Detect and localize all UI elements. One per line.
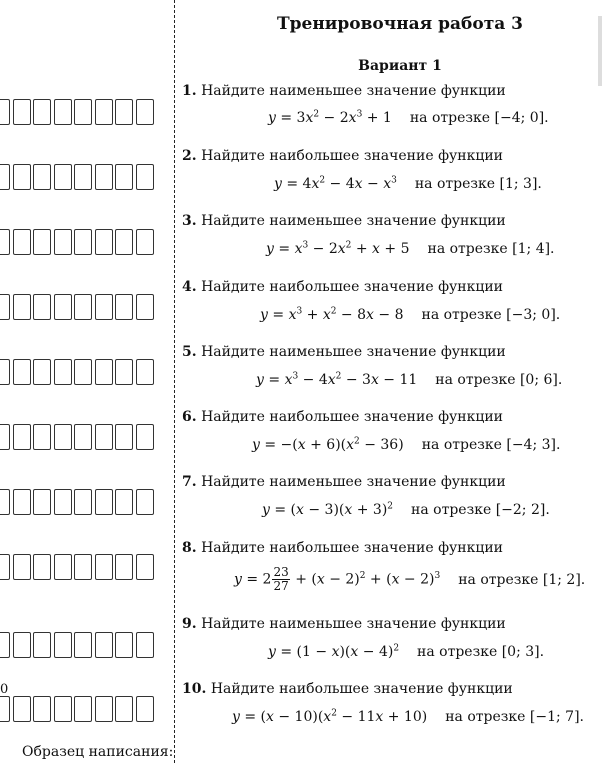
answer-cell[interactable] (95, 632, 113, 658)
problem-text (182, 83, 592, 99)
function-formula: y = 2 $\frac{23}{27}$ + $(x - 2)^2 + (x - 2)^3$ на отрезке [1; 2]. (234, 565, 586, 593)
problem-number: 3. (182, 213, 197, 229)
answer-cell[interactable] (136, 164, 154, 190)
problem-text (182, 474, 592, 490)
segment-label: на отрезке [−2; 2]. (411, 502, 550, 518)
answer-cell[interactable] (95, 99, 113, 125)
answer-cell[interactable] (136, 489, 154, 515)
answer-cell[interactable] (115, 489, 133, 515)
problem-text (182, 148, 592, 164)
answer-cell[interactable] (33, 632, 51, 658)
answer-cell[interactable] (95, 424, 113, 450)
problem-4 (182, 279, 592, 323)
function-formula: $y = (x - 3)(x + 3)^2$ на отрезке [−2; 2]. (262, 501, 550, 518)
problem-number: 5. (182, 344, 197, 360)
problem-number: 1. (182, 83, 197, 99)
problem-text (182, 540, 592, 556)
answer-cell[interactable] (136, 632, 154, 658)
answer-cell[interactable] (13, 359, 31, 385)
answer-cell[interactable] (54, 632, 72, 658)
answer-cell[interactable] (115, 229, 133, 255)
answer-cell[interactable] (74, 164, 92, 190)
answer-cell[interactable] (74, 294, 92, 320)
answer-cell[interactable] (13, 696, 31, 722)
fraction: $\frac{23}{27}$ (273, 565, 289, 593)
answer-cell[interactable] (54, 424, 72, 450)
answer-cell[interactable] (95, 359, 113, 385)
problem-number: 9. (182, 616, 197, 632)
answer-cell[interactable] (136, 229, 154, 255)
answer-cell[interactable] (33, 229, 51, 255)
answer-cell[interactable] (54, 554, 72, 580)
answer-cell[interactable] (74, 696, 92, 722)
answer-cell[interactable] (33, 164, 51, 190)
answer-cell[interactable] (54, 99, 72, 125)
answer-cell[interactable] (95, 294, 113, 320)
problem-number: 10. (182, 681, 207, 697)
answer-cell[interactable] (0, 359, 10, 385)
answer-cell[interactable] (33, 696, 51, 722)
problem-statement: Найдите наибольшее значение функции (201, 540, 504, 556)
answer-cell[interactable] (115, 99, 133, 125)
answer-cell[interactable] (13, 229, 31, 255)
answer-cell[interactable] (136, 554, 154, 580)
problem-statement: Найдите наибольшее значение функции (201, 148, 504, 164)
problem-2 (182, 148, 592, 192)
problem-statement: Найдите наименьшее значение функции (201, 616, 506, 632)
segment-label: на отрезке [1; 3]. (414, 176, 542, 192)
answer-cell[interactable] (115, 554, 133, 580)
answer-cell[interactable] (95, 164, 113, 190)
function-formula: $y = -(x + 6)(x^2 - 36)$ на отрезке [−4; 3]. (252, 436, 561, 453)
function-formula: $y = x^3 - 2x^2 + x + 5$ на отрезке [1; 4]. (266, 240, 555, 257)
answer-cell[interactable] (33, 554, 51, 580)
problem-statement: Найдите наименьшее значение функции (201, 213, 506, 229)
problem-text (182, 279, 592, 295)
problem-5 (182, 344, 592, 388)
answer-cell[interactable] (115, 632, 133, 658)
segment-label: на отрезке [−3; 0]. (421, 307, 561, 323)
answer-cell[interactable] (13, 294, 31, 320)
problem-statement: Найдите наибольшее значение функции (201, 279, 504, 295)
answer-cell[interactable] (95, 696, 113, 722)
problem-8 (182, 540, 592, 593)
answer-cell[interactable] (74, 489, 92, 515)
answer-boxes-8[interactable] (0, 554, 156, 582)
answer-boxes-3[interactable] (0, 229, 156, 257)
answer-cell[interactable] (13, 99, 31, 125)
answer-cell[interactable] (136, 424, 154, 450)
page-title: Тренировочная работа 3 (276, 14, 524, 34)
answer-cell[interactable] (54, 164, 72, 190)
function-formula: $y = (1 - x)(x - 4)^2$ на отрезке [0; 3]. (268, 643, 545, 660)
function-formula: $y = x^3 - 4x^2 - 3x - 11$ на отрезке [0; 6]. (256, 371, 563, 388)
answer-cell[interactable] (0, 99, 10, 125)
answer-cell[interactable] (95, 554, 113, 580)
problem-statement: Найдите наибольшее значение функции (201, 409, 504, 425)
answer-cell[interactable] (115, 359, 133, 385)
segment-label: на отрезке [−1; 7]. (445, 709, 584, 725)
answer-cell[interactable] (95, 489, 113, 515)
function-formula: $y = 3x^2 - 2x^3 + 1$ на отрезке [−4; 0]. (268, 109, 549, 126)
problem-number: 4. (182, 279, 197, 295)
problem-statement: Найдите наименьшее значение функции (201, 83, 506, 99)
problem-1 (182, 83, 592, 126)
answer-cell[interactable] (74, 424, 92, 450)
answer-boxes-9[interactable] (0, 632, 156, 660)
answer-cell[interactable] (13, 489, 31, 515)
segment-label: на отрезке [0; 3]. (417, 644, 545, 660)
answer-cell[interactable] (33, 294, 51, 320)
page-edge-mark (598, 16, 602, 86)
answer-cell[interactable] (115, 164, 133, 190)
answer-cell[interactable] (0, 294, 10, 320)
answer-cell[interactable] (136, 99, 154, 125)
problem-10 (182, 681, 592, 725)
problem-text (182, 213, 592, 229)
answer-boxes-4[interactable] (0, 294, 156, 322)
answer-boxes-1[interactable] (0, 99, 156, 127)
segment-label: на отрезке [1; 2]. (458, 571, 586, 588)
problem-number: 2. (182, 148, 197, 164)
answer-boxes-2[interactable] (0, 164, 156, 192)
answer-cell[interactable] (13, 424, 31, 450)
function-formula: $y = (x - 10)(x^2 - 11x + 10)$ на отрезке [−1; 7]. (232, 708, 584, 725)
problem-number: 7. (182, 474, 197, 490)
problem-number: 8. (182, 540, 197, 556)
problem-text (182, 409, 592, 425)
problem-3 (182, 213, 592, 257)
answer-cell[interactable] (0, 164, 10, 190)
cut-line (174, 0, 175, 763)
answer-cell[interactable] (115, 696, 133, 722)
answer-cell[interactable] (54, 489, 72, 515)
answer-cell[interactable] (54, 696, 72, 722)
answer-boxes-7[interactable] (0, 489, 156, 517)
segment-label: на отрезке [−4; 3]. (421, 437, 561, 453)
problem-9 (182, 616, 592, 660)
answer-cell[interactable] (0, 632, 10, 658)
answer-cell[interactable] (13, 554, 31, 580)
answer-cell[interactable] (33, 424, 51, 450)
problem-number: 6. (182, 409, 197, 425)
answer-cell[interactable] (74, 359, 92, 385)
answer-cell[interactable] (13, 164, 31, 190)
segment-label: на отрезке [−4; 0]. (409, 110, 549, 126)
problem-text (182, 681, 592, 697)
answer-cell[interactable] (13, 632, 31, 658)
answer-boxes-10[interactable] (0, 696, 156, 724)
problem-statement: Найдите наименьшее значение функции (201, 344, 506, 360)
answer-cell[interactable] (136, 359, 154, 385)
function-formula: $y = 4x^2 - 4x - x^3$ на отрезке [1; 3]. (274, 175, 542, 192)
answer-cell[interactable] (115, 424, 133, 450)
answer-cell[interactable] (54, 294, 72, 320)
segment-label: на отрезке [1; 4]. (427, 241, 555, 257)
answer-cell[interactable] (33, 359, 51, 385)
answer-cell[interactable] (74, 632, 92, 658)
problem-6 (182, 409, 592, 453)
segment-label: на отрезке [0; 6]. (435, 372, 563, 388)
answer-cell[interactable] (0, 696, 10, 722)
answer-cell[interactable] (0, 554, 10, 580)
answer-cell[interactable] (33, 99, 51, 125)
sample-writing-label: Образец написания: (22, 744, 174, 760)
answer-row-number: 0 (0, 682, 9, 697)
problem-text (182, 344, 592, 360)
variant-label: Вариант 1 (358, 58, 442, 74)
answer-boxes-6[interactable] (0, 424, 156, 452)
answer-boxes-5[interactable] (0, 359, 156, 387)
answer-cell[interactable] (0, 424, 10, 450)
answer-cell[interactable] (95, 229, 113, 255)
problem-7 (182, 474, 592, 518)
answer-cell[interactable] (136, 294, 154, 320)
answer-cell[interactable] (115, 294, 133, 320)
function-formula: $y = x^3 + x^2 - 8x - 8$ на отрезке [−3; 0]. (260, 306, 561, 323)
answer-cell[interactable] (74, 229, 92, 255)
problem-statement: Найдите наибольшее значение функции (210, 681, 513, 697)
answer-cell[interactable] (54, 229, 72, 255)
answer-cell[interactable] (74, 554, 92, 580)
answer-cell[interactable] (136, 696, 154, 722)
problem-text (182, 616, 592, 632)
answer-cell[interactable] (74, 99, 92, 125)
answer-cell[interactable] (0, 489, 10, 515)
answer-cell[interactable] (0, 229, 10, 255)
answer-cell[interactable] (54, 359, 72, 385)
problem-statement: Найдите наименьшее значение функции (201, 474, 506, 490)
answer-cell[interactable] (33, 489, 51, 515)
